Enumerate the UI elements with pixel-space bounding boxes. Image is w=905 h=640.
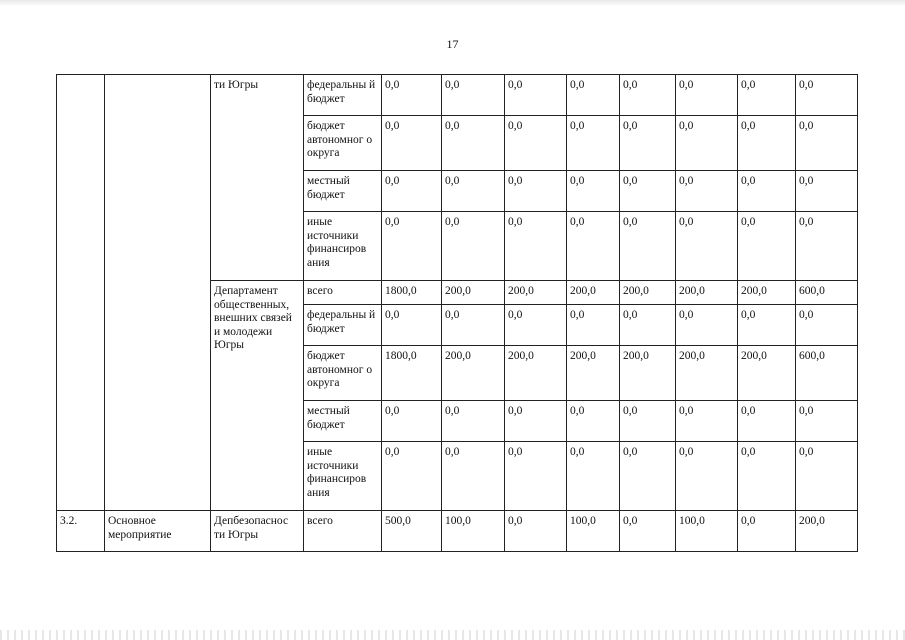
amount-cell: 0,0 xyxy=(382,75,442,116)
amount-cell: 0,0 xyxy=(738,116,796,171)
funding-source-cell: федеральны й бюджет xyxy=(304,305,382,346)
funding-source-cell: иные источники финансиров ания xyxy=(304,212,382,281)
page-number: 17 xyxy=(446,37,459,51)
amount-cell: 0,0 xyxy=(442,305,505,346)
amount-cell: 1800,0 xyxy=(382,281,442,305)
amount-cell: 0,0 xyxy=(567,305,620,346)
amount-cell: 0,0 xyxy=(676,171,738,212)
amount-cell: 200,0 xyxy=(567,346,620,401)
amount-cell: 0,0 xyxy=(505,116,567,171)
amount-cell: 0,0 xyxy=(567,401,620,442)
amount-cell: 0,0 xyxy=(505,212,567,281)
amount-cell: 0,0 xyxy=(505,511,567,552)
amount-cell: 500,0 xyxy=(382,511,442,552)
amount-cell: 100,0 xyxy=(442,511,505,552)
amount-cell: 0,0 xyxy=(505,401,567,442)
amount-cell: 0,0 xyxy=(796,116,858,171)
amount-cell: 0,0 xyxy=(382,305,442,346)
amount-cell: 0,0 xyxy=(796,212,858,281)
amount-cell: 0,0 xyxy=(620,212,676,281)
amount-cell: 0,0 xyxy=(620,442,676,511)
amount-cell: 0,0 xyxy=(738,75,796,116)
amount-cell: 200,0 xyxy=(620,281,676,305)
funding-source-cell: бюджет автономног о округа xyxy=(304,346,382,401)
amount-cell: 0,0 xyxy=(738,401,796,442)
funding-source-cell: бюджет автономног о округа xyxy=(304,116,382,171)
amount-cell: 200,0 xyxy=(442,281,505,305)
amount-cell: 0,0 xyxy=(567,171,620,212)
funding-source-cell: местный бюджет xyxy=(304,401,382,442)
amount-cell: 0,0 xyxy=(676,212,738,281)
amount-cell: 0,0 xyxy=(382,171,442,212)
amount-cell: 0,0 xyxy=(738,442,796,511)
amount-cell: 200,0 xyxy=(796,511,858,552)
amount-cell: 0,0 xyxy=(505,305,567,346)
amount-cell: 0,0 xyxy=(796,171,858,212)
scan-top-edge xyxy=(0,0,905,6)
amount-cell: 0,0 xyxy=(382,116,442,171)
amount-cell: 0,0 xyxy=(442,171,505,212)
executor-cell: Департамент общественных, внешних связей и молодежи Югры xyxy=(211,281,304,511)
amount-cell: 0,0 xyxy=(676,401,738,442)
amount-cell: 0,0 xyxy=(442,75,505,116)
item-number-cell xyxy=(57,75,105,511)
table-row xyxy=(57,75,858,116)
amount-cell: 200,0 xyxy=(676,346,738,401)
amount-cell: 0,0 xyxy=(738,511,796,552)
amount-cell: 0,0 xyxy=(676,75,738,116)
scan-bottom-edge xyxy=(0,630,905,640)
funding-source-cell: местный бюджет xyxy=(304,171,382,212)
amount-cell: 0,0 xyxy=(567,116,620,171)
amount-cell: 200,0 xyxy=(738,281,796,305)
funding-source-cell: всего xyxy=(304,511,382,552)
amount-cell: 0,0 xyxy=(676,305,738,346)
amount-cell: 0,0 xyxy=(620,401,676,442)
funding-source-cell: иные источники финансиров ания xyxy=(304,442,382,511)
funding-source-cell: всего xyxy=(304,281,382,305)
amount-cell: 0,0 xyxy=(796,401,858,442)
amount-cell: 0,0 xyxy=(567,75,620,116)
amount-cell: 0,0 xyxy=(442,212,505,281)
amount-cell: 1800,0 xyxy=(382,346,442,401)
event-name-cell xyxy=(105,75,211,511)
amount-cell: 0,0 xyxy=(620,171,676,212)
amount-cell: 0,0 xyxy=(442,401,505,442)
amount-cell: 0,0 xyxy=(382,442,442,511)
amount-cell: 0,0 xyxy=(620,511,676,552)
item-number-cell: 3.2. xyxy=(57,511,105,552)
amount-cell: 200,0 xyxy=(505,346,567,401)
amount-cell: 600,0 xyxy=(796,281,858,305)
amount-cell: 0,0 xyxy=(620,75,676,116)
amount-cell: 0,0 xyxy=(382,212,442,281)
executor-cell: Депбезопаснос ти Югры xyxy=(211,511,304,552)
amount-cell: 0,0 xyxy=(442,442,505,511)
amount-cell: 600,0 xyxy=(796,346,858,401)
amount-cell: 0,0 xyxy=(505,75,567,116)
amount-cell: 200,0 xyxy=(567,281,620,305)
amount-cell: 200,0 xyxy=(738,346,796,401)
amount-cell: 0,0 xyxy=(382,401,442,442)
amount-cell: 0,0 xyxy=(567,212,620,281)
table-body xyxy=(57,75,858,552)
amount-cell: 0,0 xyxy=(738,212,796,281)
amount-cell: 200,0 xyxy=(505,281,567,305)
event-name-cell: Основное мероприятие xyxy=(105,511,211,552)
amount-cell: 0,0 xyxy=(620,116,676,171)
amount-cell: 200,0 xyxy=(442,346,505,401)
budget-table xyxy=(56,74,858,552)
amount-cell: 0,0 xyxy=(796,442,858,511)
amount-cell: 0,0 xyxy=(796,305,858,346)
amount-cell: 100,0 xyxy=(676,511,738,552)
amount-cell: 100,0 xyxy=(567,511,620,552)
amount-cell: 0,0 xyxy=(442,116,505,171)
amount-cell: 200,0 xyxy=(620,346,676,401)
amount-cell: 0,0 xyxy=(796,75,858,116)
table-row xyxy=(57,511,858,552)
amount-cell: 0,0 xyxy=(567,442,620,511)
amount-cell: 0,0 xyxy=(620,305,676,346)
amount-cell: 0,0 xyxy=(738,171,796,212)
funding-source-cell: федеральны й бюджет xyxy=(304,75,382,116)
amount-cell: 0,0 xyxy=(505,442,567,511)
amount-cell: 0,0 xyxy=(505,171,567,212)
executor-cell: ти Югры xyxy=(211,75,304,281)
amount-cell: 200,0 xyxy=(676,281,738,305)
amount-cell: 0,0 xyxy=(738,305,796,346)
amount-cell: 0,0 xyxy=(676,442,738,511)
amount-cell: 0,0 xyxy=(676,116,738,171)
